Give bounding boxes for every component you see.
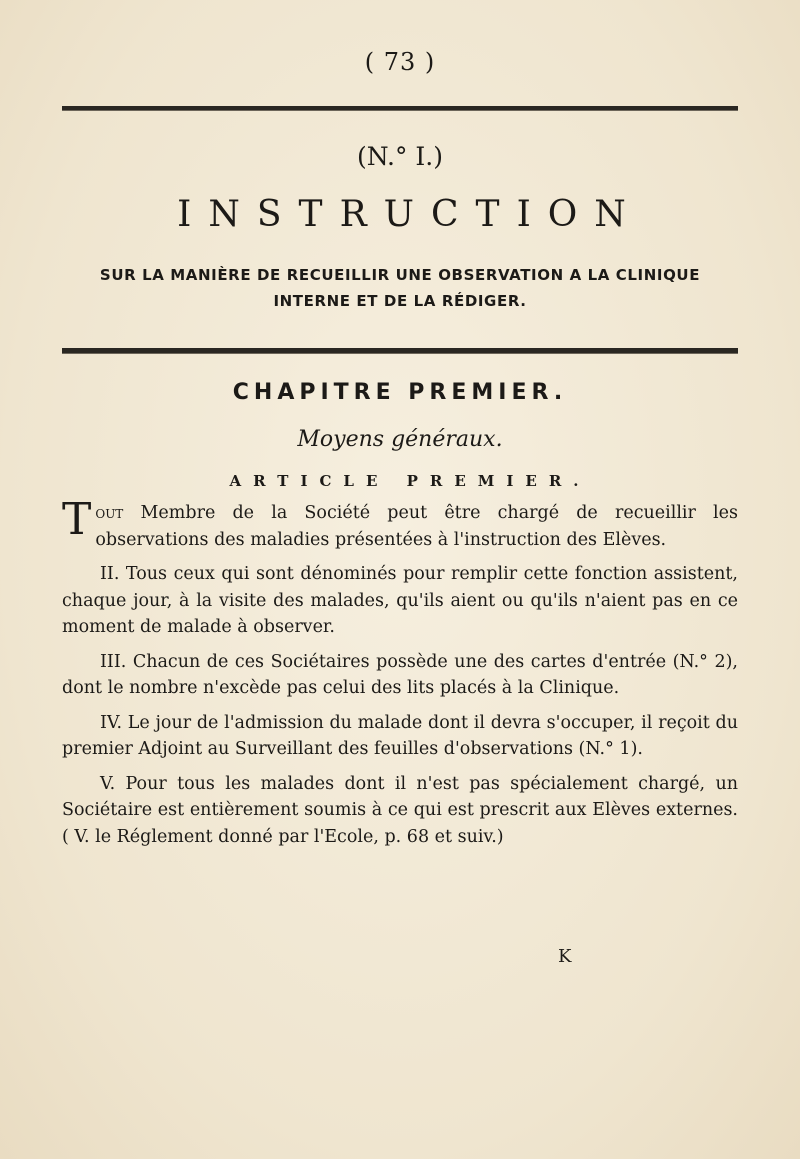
subtitle-line-2: INTERNE ET DE LA RÉDIGER.	[273, 292, 527, 310]
chapter-title: CHAPITRE PREMIER.	[232, 380, 568, 405]
top-divider-rule	[62, 106, 738, 111]
subtitle-line-1: SUR LA MANIÈRE DE RECUEILLIR UNE OBSERVATION A LA CLINIQUE	[99, 266, 701, 284]
paragraph-1	[62, 494, 738, 553]
article-title: ARTICLE PREMIER.	[229, 472, 591, 490]
paragraph-5: V. Pour tous les malades dont il n'est pas spécialement chargé, un Sociétaire est entièrement soumis à ce qui est prescrit aux Elèves externes. ( V. le Réglement donné par l'Ecole, p. 68 et suiv.)	[62, 773, 738, 847]
paragraph-3: III. Chacun de ces Sociétaires possède une des cartes d'entrée (N.° 2), dont le nombre n'excède pas celui des lits placés à la Clinique.	[62, 651, 738, 698]
form-number: (N.° I.)	[357, 142, 443, 171]
middle-divider-rule	[62, 348, 738, 354]
page-number: ( 73 )	[364, 48, 436, 76]
main-title: INSTRUCTION	[177, 194, 643, 235]
paragraph-4: IV. Le jour de l'admission du malade dont il devra s'occuper, il reçoit du premier Adjoint au Surveillant des feuilles d'observations (N.° 1).	[62, 712, 738, 759]
chapter-subtitle: Moyens généraux.	[297, 427, 503, 452]
drop-cap: T	[62, 494, 92, 545]
signature-mark: K	[558, 946, 572, 967]
paragraph-1-text: Membre de la Société peut être chargé de recueillir les observations des maladies présentées à l'instruction des Elèves.	[95, 503, 738, 550]
paragraph-2: II. Tous ceux qui sont dénominés pour remplir cette fonction assistent, chaque jour, à la visite des malades, qu'ils aient ou qu'ils n'aient pas en ce moment de malade à observer.	[62, 564, 738, 637]
article-body	[62, 494, 738, 858]
paragraph-1-smallcaps: out	[95, 503, 124, 523]
